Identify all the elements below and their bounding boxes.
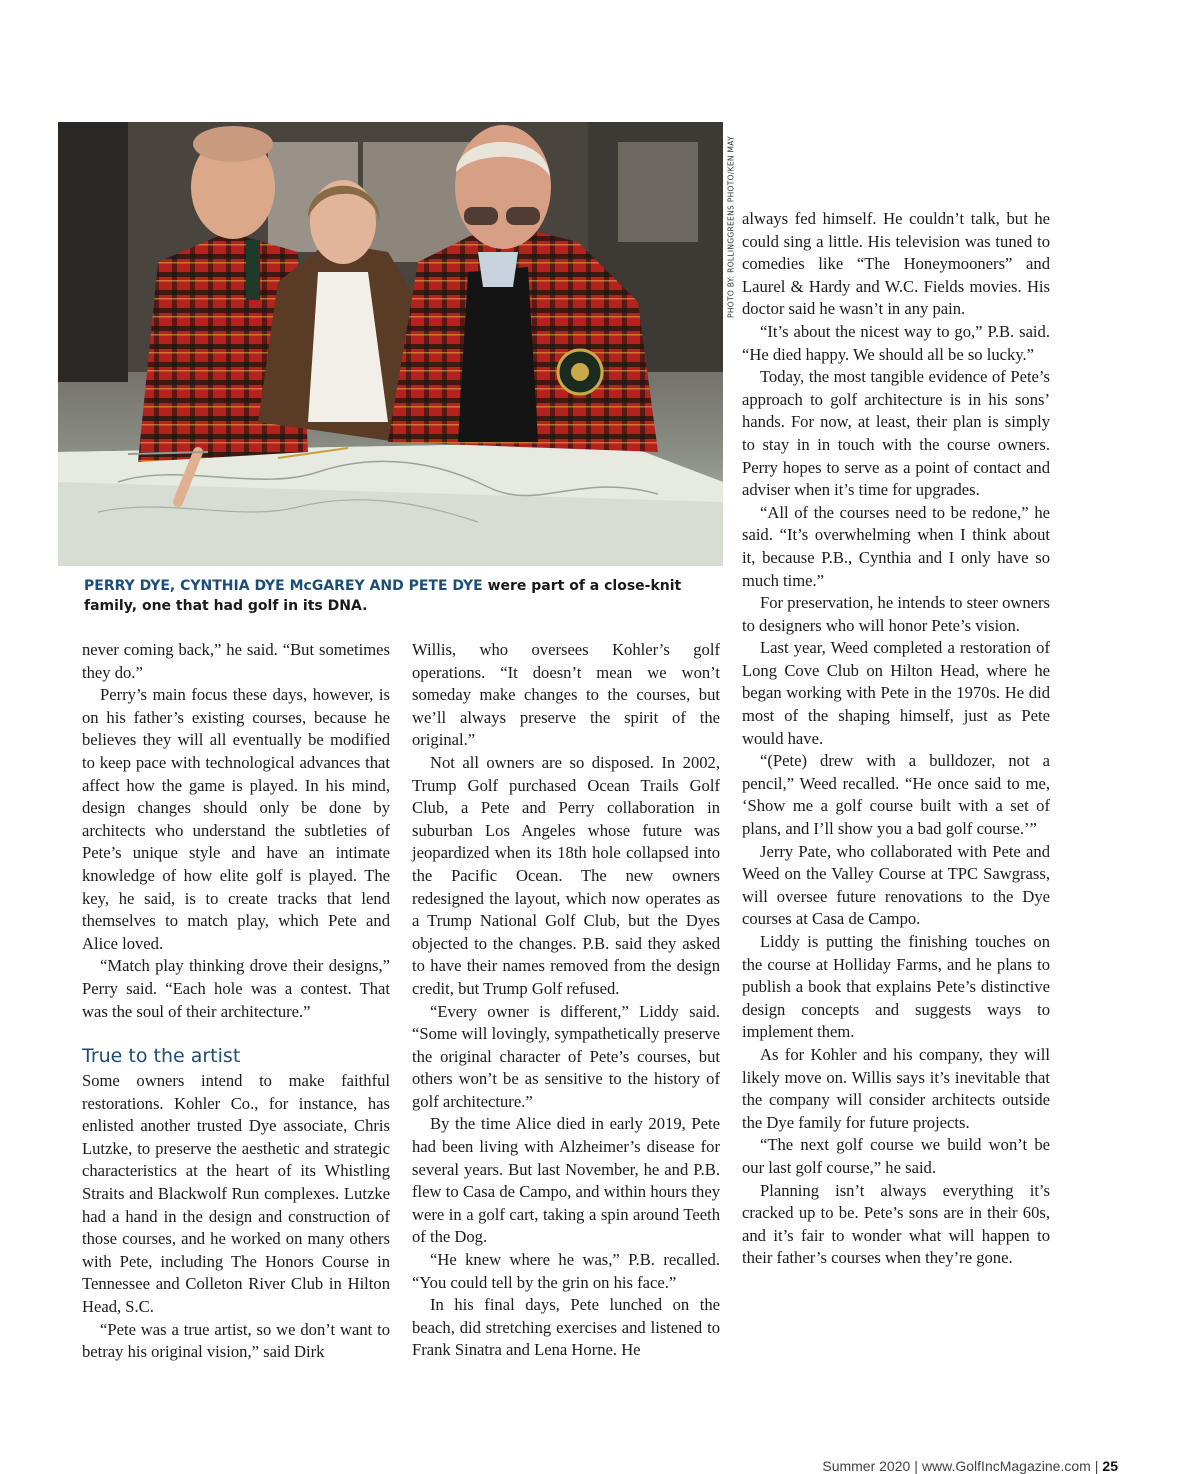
article-column-1 [82,639,390,1364]
page-number: 25 [1102,1458,1118,1474]
paragraph: “It’s about the nicest way to go,” P.B. said. “He died happy. We should all be so lucky.” [742,321,1050,364]
article-column-3 [742,208,1050,1270]
paragraph: Some owners intend to make faithful restorations. Kohler Co., for instance, has enlisted another trusted Dye associate, Chris Lutzke, to preserve the aesthetic and strategic characteristics at the heart of its Whistling Straits and Blackwolf Run complexes. Lutzke had a hand in the design and construction of those courses, and he worked on many others with Pete, including The Honors Course in Tennessee and Colleton River Club in Hilton Head, S.C. [82,1071,390,1317]
photo-credit-text: PHOTO BY: ROLLINGGREENS PHOTO/KEN MAY [726,136,736,318]
paragraph: “Every owner is different,” Liddy said. “Some will lovingly, sympathetically preserve the original character of Pete’s courses, but others won’t be as sensitive to the history of golf architecture.” [412,1001,720,1111]
article-photo [58,122,723,566]
article-column-2 [412,639,720,1362]
paragraph: “(Pete) drew with a bulldozer, not a pencil,” Weed recalled. “He once said to me, ‘Show me a golf course built with a set of plans, and I’ll show you a bad golf course.’” [742,751,1050,839]
paragraph: “He knew where he was,” P.B. recalled. “You could tell by the grin on his face.” [412,1250,720,1292]
photo-illustration [58,122,723,566]
footer-issue: Summer 2020 [822,1458,911,1474]
page-footer [822,1458,1118,1474]
paragraph: Today, the most tangible evidence of Pete’s approach to golf architecture is in his sons’ hands. For now, at least, their plan is simply to stay in in touch with the course owners. Perry hopes to serve as a point of contact and adviser when it’s time for upgrades. [742,367,1050,500]
caption-text: were part of a close-knit family, one that had golf in its DNA. [84,578,682,614]
footer-url[interactable]: www.GolfIncMagazine.com [921,1458,1091,1474]
section-heading: True to the artist [82,1045,241,1068]
paragraph: “Match play thinking drove their designs,” Perry said. “Each hole was a contest. That was the soul of their architecture.” [82,956,390,1021]
paragraph: Last year, Weed completed a restoration of Long Cove Club on Hilton Head, where he began working with Pete in the 1970s. He did most of the shaping himself, just as Pete would have. [742,638,1050,748]
paragraph: Planning isn’t always everything it’s cracked up to be. Pete’s sons are in their 60s, and it’s fair to wonder what will happen to their father’s courses when they’re gone. [742,1180,1050,1268]
paragraph: Willis, who oversees Kohler’s golf operations. “It doesn’t mean we won’t someday make changes to the courses, but we’ll always preserve the spirit of the original.” [412,640,720,750]
paragraph: Perry’s main focus these days, however, is on his father’s existing courses, because he believes they will all eventually be modified to keep pace with technological advances that affect how the game is played. In his mind, design changes should only be done by architects who understand the subtleties of Pete’s unique style and have an intimate knowledge of how elite golf is played. The key, he said, is to create tracks that lend themselves to match play, which Pete and Alice loved. [82,685,390,953]
paragraph: Jerry Pate, who collaborated with Pete and Weed on the Valley Course at TPC Sawgrass, will oversee future renovations to the Dye courses at Casa de Campo. [742,841,1050,929]
photo-credit [724,122,738,332]
paragraph: “Pete was a true artist, so we don’t want to betray his original vision,” said Dirk [82,1319,390,1362]
paragraph: Not all owners are so disposed. In 2002, Trump Golf purchased Ocean Trails Golf Club, a Pete and Perry collaboration in suburban Los Angeles whose future was jeopardized when its 18th hole collapsed into the Pacific Ocean. The new owners redesigned the layout, which now operates as a Trump National Golf Club, but the Dyes objected to the changes. P.B. said they asked to have their names removed from the design credit, but Trump Golf refused. [412,752,720,998]
paragraph: Liddy is putting the finishing touches on the course at Holliday Farms, and he plans to publish a book that explains Pete’s distinctive design concepts and suggests ways to implement them. [742,932,1050,1042]
paragraph: always fed himself. He couldn’t talk, but he could sing a little. His television was tuned to comedies like “The Honeymooners” and Laurel & Hardy and W.C. Fields movies. His doctor said he wasn’t in any pain. [742,209,1050,319]
paragraph: As for Kohler and his company, they will likely move on. Willis says it’s inevitable that the company will consider architects outside the Dye family for future projects. [742,1044,1050,1132]
paragraph: For preservation, he intends to steer owners to designers who will honor Pete’s vision. [742,593,1050,635]
paragraph: By the time Alice died in early 2019, Pete had been living with Alzheimer’s disease for several years. But last November, he and P.B. flew to Casa de Campo, and within hours they were in a golf cart, taking a spin around Teeth of the Dog. [412,1114,720,1247]
paragraph: never coming back,” he said. “But sometimes they do.” [82,640,390,682]
footer-separator: | [914,1458,918,1474]
footer-separator: | [1094,1458,1099,1474]
paragraph: In his final days, Pete lunched on the beach, did stretching exercises and listened to Frank Sinatra and Lena Horne. He [412,1295,720,1360]
paragraph: “All of the courses need to be redone,” he said. “It’s overwhelming when I think about it, because P.B., Cynthia and I only have so much time.” [742,502,1050,590]
caption-names: PERRY DYE, CYNTHIA DYE McGAREY AND PETE DYE [84,578,483,594]
photo-caption [84,576,724,616]
paragraph: “The next golf course we build won’t be our last golf course,” he said. [742,1135,1050,1177]
